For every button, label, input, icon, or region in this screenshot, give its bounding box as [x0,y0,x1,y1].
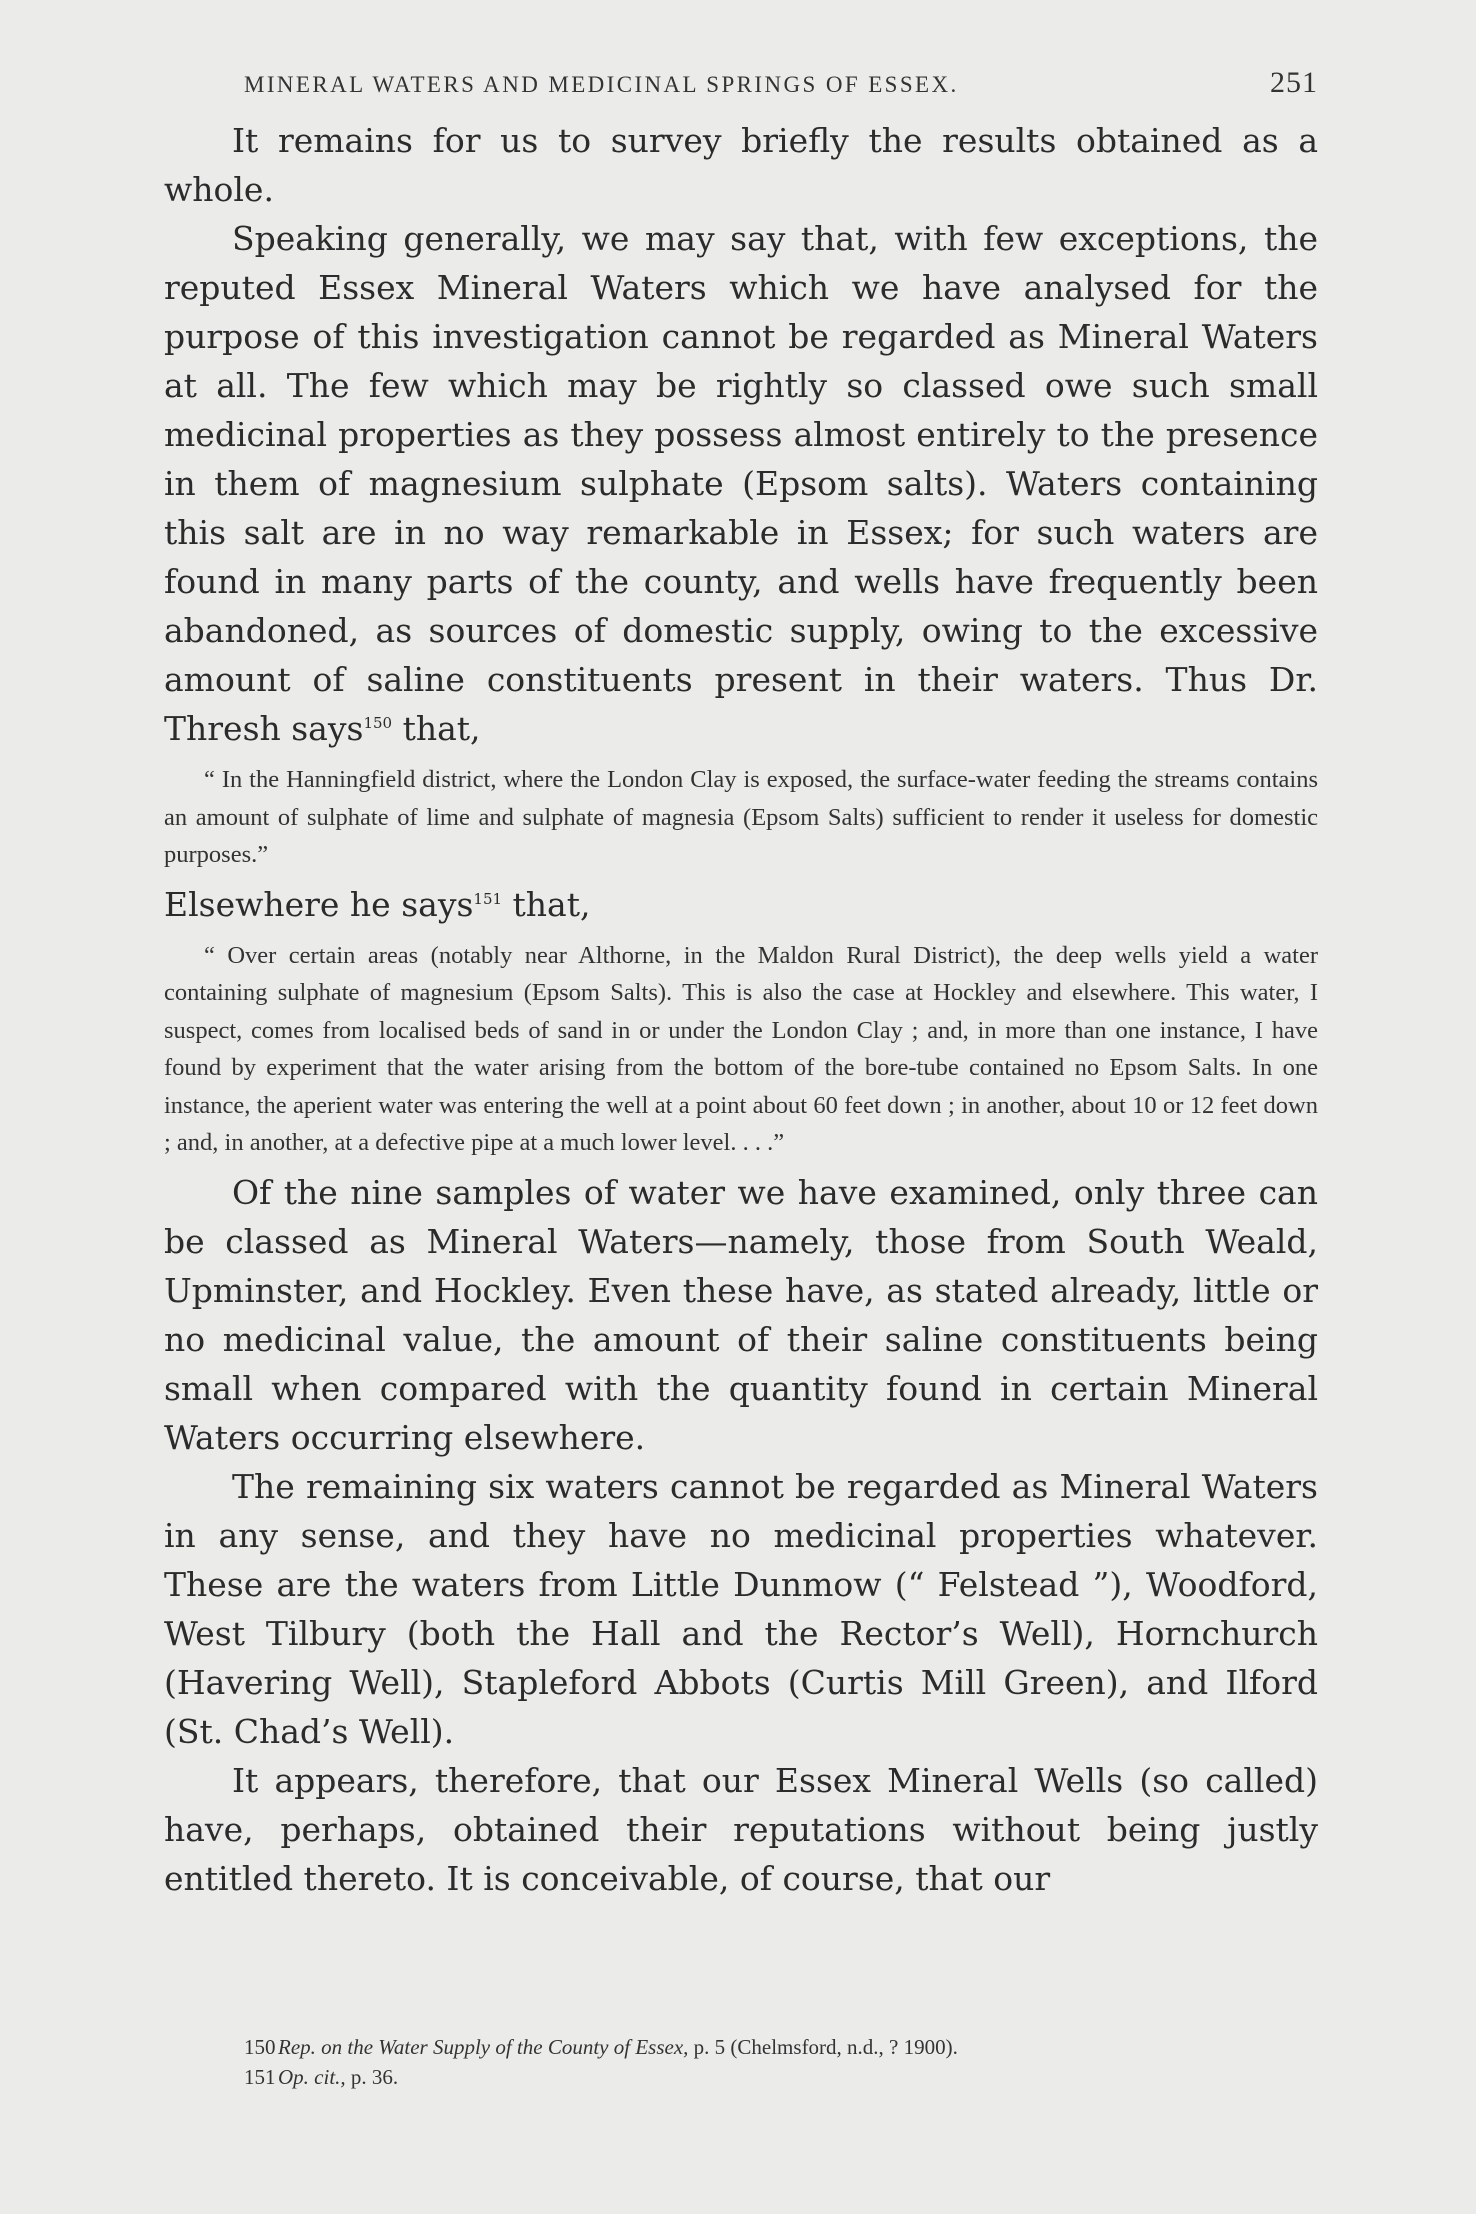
footnote-title: Rep. on the Water Supply of the County of Essex, [278,2035,689,2059]
page-number: 251 [1270,66,1318,99]
paragraph-nine-samples: Of the nine samples of water we have examined, only three can be classed as Mineral Waters—namely, those from South Weald, Upminster, and Hockley. Even these have, as stated already, little or no medicinal value, the amount of their saline constituents being small when compared with the quantity found in certain Mineral Waters occurring elsewhere. [164,1172,1318,1457]
paragraph-elsewhere [164,880,1318,929]
footnote-number: 150 [244,2035,276,2059]
paragraph-intro: It remains for us to survey briefly the results obtained as a whole. [164,121,1318,209]
footnote-title: Op. cit., [278,2065,346,2089]
footnote-151 [244,2062,1324,2092]
paragraph-text-end: that, [502,884,591,924]
quotation-althorne: “ Over certain areas (notably near Althorne, in the Maldon Rural District), the deep wells yield a water containing sulphate of magnesium (Epsom Salts). This is also the case at Hockley and elsewhere. This water, I suspect, comes from localised beds of sand in or under the London Clay ; and, in more than one instance, I have found by experiment that the water arising from the bottom of the bore-tube contained no Epsom Salts. In one instance, the aperient water was entering the well at a point about 60 feet down ; in another, about 10 or 12 feet down ; and, in another, at a defective pipe at a much lower level. . . .” [164,941,1318,1156]
footnote-ref-150: 150 [363,714,393,732]
paragraph-conclusion: It appears, therefore, that our Essex Mineral Wells (so called) have, perhaps, obtained their reputations without being justly entitled thereto. It is conceivable, of course, that our [164,1760,1318,1898]
footnote-number: 151 [244,2065,276,2089]
paragraph-text: Elsewhere he says [164,884,474,924]
quotation-hanningfield: “ In the Hanningfield district, where the London Clay is exposed, the surface-water feeding the streams contains an amount of sulphate of lime and sulphate of magnesia (Epsom Salts) sufficient to render it useless for domestic purposes.” [164,766,1318,868]
body-text [164,116,1318,1903]
footnote-ref-151: 151 [473,889,503,908]
footnote-detail: p. 36. [345,2065,399,2089]
paragraph-text: Speaking generally, we may say that, with few exceptions, the reputed Essex Mineral Waters which we have analysed for the purpose of this investigation cannot be regarded as Mineral Waters at all. The few which may be rightly so classed owe such small medicinal properties as they possess almost entirely to the presence in them of magnesium sulphate (Epsom salts). Waters containing this salt are in no way remarkable in Essex; for such waters are found in many parts of the county, and wells have frequently been abandoned, as sources of domestic supply, owing to the excessive amount of saline constituents present in their waters. Thus Dr. Thresh says [164,219,1318,748]
paragraph-general-findings [164,214,1318,753]
running-title: MINERAL WATERS AND MEDICINAL SPRINGS OF ESSEX. [244,72,959,97]
paragraph-text-end: that, [392,709,481,748]
paragraph-remaining-six: The remaining six waters cannot be regarded as Mineral Waters in any sense, and they have no medicinal properties whatever. These are the waters from Little Dunmow (“ Felstead ”), Woodford, West Tilbury (both the Hall and the Rector’s Well), Hornchurch (Havering Well), Stapleford Abbots (Curtis Mill Green), and Ilford (St. Chad’s Well). [164,1466,1318,1751]
footnotes [244,2032,1324,2092]
footnote-detail: p. 5 (Chelmsford, n.d., ? 1900). [688,2035,958,2059]
running-head [164,64,1318,116]
footnote-150 [244,2032,1324,2062]
